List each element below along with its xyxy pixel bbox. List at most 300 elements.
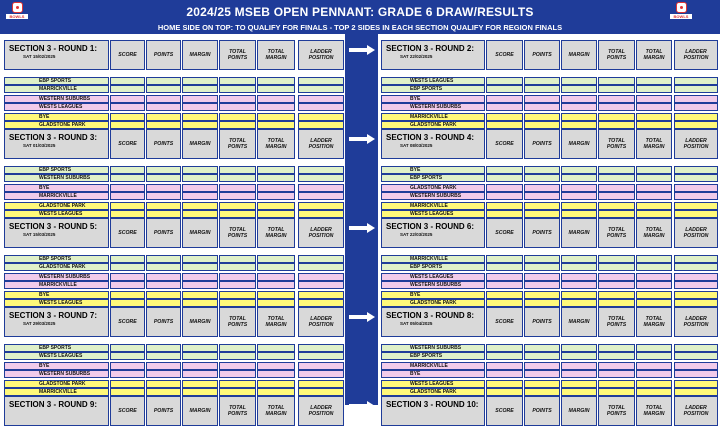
result-cell[interactable] [524,85,560,93]
result-cell[interactable] [486,77,523,85]
result-cell[interactable] [636,121,672,129]
result-cell[interactable] [636,192,672,200]
result-cell[interactable] [257,192,295,200]
result-cell[interactable] [524,113,560,121]
result-cell[interactable] [182,352,218,360]
result-cell[interactable] [146,95,181,103]
result-cell[interactable] [146,370,181,378]
result-cell[interactable] [298,281,344,289]
result-cell[interactable] [636,299,672,307]
result-cell[interactable] [257,103,295,111]
result-cell[interactable] [146,174,181,182]
arrow-shape [349,45,375,55]
result-cell[interactable] [298,95,344,103]
result-cell[interactable] [598,388,635,396]
result-cell[interactable] [298,77,344,85]
result-cell[interactable] [257,121,295,129]
result-cell[interactable] [219,184,256,192]
result-cell[interactable] [146,380,181,388]
result-cell[interactable] [636,210,672,218]
result-cell[interactable] [598,299,635,307]
result-cell[interactable] [674,202,718,210]
result-cell[interactable] [146,362,181,370]
result-cell[interactable] [486,202,523,210]
result-cell[interactable] [486,166,523,174]
result-cell[interactable] [219,192,256,200]
result-cell[interactable] [257,273,295,281]
result-cell[interactable] [561,184,597,192]
result-cell[interactable] [561,273,597,281]
result-cell[interactable] [636,291,672,299]
column-header: LADDER POSITION [674,396,718,426]
result-cell[interactable] [110,121,145,129]
result-cell[interactable] [146,388,181,396]
result-cell[interactable] [636,362,672,370]
result-cell[interactable] [257,184,295,192]
result-cell[interactable] [674,255,718,263]
result-cell[interactable] [257,255,295,263]
result-cell[interactable] [674,380,718,388]
result-cell[interactable] [219,77,256,85]
result-cell[interactable] [598,255,635,263]
result-cell[interactable] [182,174,218,182]
result-cell[interactable] [146,291,181,299]
result-cell[interactable] [182,121,218,129]
result-cell[interactable] [524,77,560,85]
round-title [381,396,485,426]
result-cell[interactable] [182,210,218,218]
column-header: SCORE [110,40,145,70]
round-name: SECTION 3 - ROUND 7: [9,311,98,320]
result-cell[interactable] [524,103,560,111]
result-cell[interactable] [598,121,635,129]
column-header: POINTS [524,307,560,337]
result-cell[interactable] [182,255,218,263]
result-cell[interactable] [110,255,145,263]
result-cell[interactable] [182,273,218,281]
result-cell[interactable] [110,166,145,174]
result-cell[interactable] [219,103,256,111]
result-cell[interactable] [257,113,295,121]
result-cell[interactable] [182,95,218,103]
result-cell[interactable] [146,273,181,281]
result-cell[interactable] [298,103,344,111]
result-cell[interactable] [298,202,344,210]
result-cell[interactable] [598,344,635,352]
result-cell[interactable] [524,273,560,281]
result-cell[interactable] [110,344,145,352]
result-cell[interactable] [110,380,145,388]
result-cell[interactable] [298,344,344,352]
result-cell[interactable] [524,352,560,360]
result-cell[interactable] [524,281,560,289]
result-cell[interactable] [674,121,718,129]
result-cell[interactable] [636,166,672,174]
result-cell[interactable] [524,380,560,388]
result-cell[interactable] [561,344,597,352]
result-cell[interactable] [110,370,145,378]
result-cell[interactable] [598,273,635,281]
result-cell[interactable] [598,370,635,378]
result-cell[interactable] [182,263,218,271]
result-cell[interactable] [146,192,181,200]
result-cell[interactable] [524,184,560,192]
result-cell[interactable] [524,344,560,352]
result-cell[interactable] [110,77,145,85]
result-cell[interactable] [636,95,672,103]
result-cell[interactable] [486,103,523,111]
result-cell[interactable] [524,192,560,200]
result-cell[interactable] [257,362,295,370]
result-cell[interactable] [146,344,181,352]
result-cell[interactable] [598,85,635,93]
result-cell[interactable] [486,388,523,396]
column-header: SCORE [486,307,523,337]
result-cell[interactable] [636,370,672,378]
result-cell[interactable] [486,113,523,121]
result-cell[interactable] [486,273,523,281]
result-cell[interactable] [219,273,256,281]
result-cell[interactable] [486,184,523,192]
result-cell[interactable] [182,388,218,396]
result-cell[interactable] [524,362,560,370]
result-cell[interactable] [146,255,181,263]
result-cell[interactable] [674,344,718,352]
result-cell[interactable] [298,174,344,182]
result-cell[interactable] [219,370,256,378]
result-cell[interactable] [598,352,635,360]
result-cell[interactable] [486,263,523,271]
result-cell[interactable] [598,95,635,103]
result-cell[interactable] [524,95,560,103]
result-cell[interactable] [561,121,597,129]
result-cell[interactable] [524,388,560,396]
result-cell[interactable] [524,166,560,174]
result-cell[interactable] [110,352,145,360]
result-cell[interactable] [486,370,523,378]
result-cell[interactable] [598,380,635,388]
result-cell[interactable] [561,77,597,85]
result-cell[interactable] [524,121,560,129]
result-cell[interactable] [298,380,344,388]
result-cell[interactable] [561,166,597,174]
result-cell[interactable] [110,113,145,121]
result-cell[interactable] [486,362,523,370]
result-cell[interactable] [486,121,523,129]
result-cell[interactable] [524,174,560,182]
result-cell[interactable] [146,103,181,111]
result-cell[interactable] [257,299,295,307]
result-cell[interactable] [182,380,218,388]
result-cell[interactable] [561,362,597,370]
result-cell[interactable] [298,210,344,218]
result-cell[interactable] [636,352,672,360]
result-cell[interactable] [146,263,181,271]
result-cell[interactable] [110,388,145,396]
result-cell[interactable] [674,388,718,396]
result-cell[interactable] [561,352,597,360]
result-cell[interactable] [182,103,218,111]
result-cell[interactable] [561,370,597,378]
result-cell[interactable] [298,113,344,121]
result-cell[interactable] [674,281,718,289]
result-cell[interactable] [561,174,597,182]
team-name: MARRICKVILLE [381,362,485,370]
result-cell[interactable] [182,291,218,299]
result-cell[interactable] [257,370,295,378]
result-cell[interactable] [110,291,145,299]
result-cell[interactable] [561,202,597,210]
result-cell[interactable] [486,174,523,182]
result-cell[interactable] [182,166,218,174]
result-cell[interactable] [674,174,718,182]
result-cell[interactable] [257,380,295,388]
result-cell[interactable] [674,370,718,378]
result-cell[interactable] [257,291,295,299]
result-cell[interactable] [257,344,295,352]
result-cell[interactable] [110,263,145,271]
result-cell[interactable] [674,103,718,111]
result-cell[interactable] [598,210,635,218]
result-cell[interactable] [636,113,672,121]
result-cell[interactable] [146,121,181,129]
result-cell[interactable] [674,192,718,200]
result-cell[interactable] [219,362,256,370]
result-cell[interactable] [674,77,718,85]
result-cell[interactable] [146,184,181,192]
result-cell[interactable] [146,281,181,289]
result-cell[interactable] [182,370,218,378]
result-cell[interactable] [636,344,672,352]
result-cell[interactable] [486,281,523,289]
result-cell[interactable] [486,352,523,360]
result-cell[interactable] [219,210,256,218]
result-cell[interactable] [182,281,218,289]
result-cell[interactable] [486,255,523,263]
result-cell[interactable] [486,344,523,352]
result-cell[interactable] [598,202,635,210]
result-cell[interactable] [598,281,635,289]
result-cell[interactable] [219,174,256,182]
result-cell[interactable] [110,210,145,218]
result-cell[interactable] [674,291,718,299]
result-cell[interactable] [257,210,295,218]
result-cell[interactable] [219,113,256,121]
result-cell[interactable] [257,95,295,103]
result-cell[interactable] [298,362,344,370]
result-cell[interactable] [257,85,295,93]
result-cell[interactable] [219,281,256,289]
result-cell[interactable] [486,85,523,93]
result-cell[interactable] [182,113,218,121]
result-cell[interactable] [219,202,256,210]
result-cell[interactable] [110,184,145,192]
result-cell[interactable] [219,291,256,299]
column-header: SCORE [110,218,145,248]
result-cell[interactable] [598,113,635,121]
result-cell[interactable] [598,192,635,200]
result-cell[interactable] [674,95,718,103]
team-name: WESTERN SUBURBS [4,273,109,281]
result-cell[interactable] [486,291,523,299]
result-cell[interactable] [636,255,672,263]
result-cell[interactable] [561,291,597,299]
result-cell[interactable] [598,103,635,111]
result-cell[interactable] [561,103,597,111]
result-cell[interactable] [146,113,181,121]
result-cell[interactable] [636,202,672,210]
result-cell[interactable] [598,184,635,192]
result-cell[interactable] [636,273,672,281]
result-cell[interactable] [110,174,145,182]
result-cell[interactable] [110,299,145,307]
result-cell[interactable] [561,95,597,103]
result-cell[interactable] [561,113,597,121]
result-cell[interactable] [219,255,256,263]
result-cell[interactable] [298,255,344,263]
result-cell[interactable] [674,85,718,93]
result-cell[interactable] [636,263,672,271]
result-cell[interactable] [561,85,597,93]
result-cell[interactable] [110,281,145,289]
result-cell[interactable] [110,192,145,200]
result-cell[interactable] [674,113,718,121]
result-cell[interactable] [298,299,344,307]
result-cell[interactable] [524,370,560,378]
result-cell[interactable] [298,192,344,200]
result-cell[interactable] [146,166,181,174]
result-cell[interactable] [598,362,635,370]
result-cell[interactable] [182,202,218,210]
result-cell[interactable] [257,263,295,271]
result-cell[interactable] [182,192,218,200]
result-cell[interactable] [561,380,597,388]
result-cell[interactable] [561,192,597,200]
result-cell[interactable] [219,95,256,103]
result-cell[interactable] [257,352,295,360]
result-cell[interactable] [486,95,523,103]
result-cell[interactable] [674,184,718,192]
result-cell[interactable] [298,263,344,271]
result-cell[interactable] [636,281,672,289]
result-cell[interactable] [561,281,597,289]
result-cell[interactable] [182,362,218,370]
result-cell[interactable] [561,210,597,218]
result-cell[interactable] [636,103,672,111]
result-cell[interactable] [636,77,672,85]
team-name: WESTERN SUBURBS [381,103,485,111]
result-cell[interactable] [298,352,344,360]
result-cell[interactable] [636,380,672,388]
result-cell[interactable] [257,174,295,182]
result-cell[interactable] [219,166,256,174]
result-cell[interactable] [146,77,181,85]
result-cell[interactable] [524,263,560,271]
result-cell[interactable] [674,273,718,281]
result-cell[interactable] [298,291,344,299]
result-cell[interactable] [636,388,672,396]
result-cell[interactable] [298,370,344,378]
result-cell[interactable] [298,166,344,174]
result-cell[interactable] [486,192,523,200]
result-cell[interactable] [110,202,145,210]
result-cell[interactable] [636,174,672,182]
result-cell[interactable] [524,210,560,218]
result-cell[interactable] [524,299,560,307]
result-cell[interactable] [146,85,181,93]
result-cell[interactable] [524,202,560,210]
result-cell[interactable] [561,299,597,307]
result-cell[interactable] [298,388,344,396]
result-cell[interactable] [146,352,181,360]
result-cell[interactable] [182,77,218,85]
result-cell[interactable] [674,166,718,174]
result-cell[interactable] [674,362,718,370]
result-cell[interactable] [598,291,635,299]
result-cell[interactable] [674,352,718,360]
result-cell[interactable] [219,388,256,396]
result-cell[interactable] [219,263,256,271]
result-cell[interactable] [110,85,145,93]
result-cell[interactable] [110,103,145,111]
result-cell[interactable] [146,202,181,210]
result-cell[interactable] [219,380,256,388]
result-cell[interactable] [486,210,523,218]
result-cell[interactable] [257,202,295,210]
result-cell[interactable] [524,255,560,263]
result-cell[interactable] [146,210,181,218]
result-cell[interactable] [257,77,295,85]
result-cell[interactable] [298,85,344,93]
result-cell[interactable] [182,299,218,307]
result-cell[interactable] [257,388,295,396]
column-header: POINTS [524,396,560,426]
result-cell[interactable] [486,299,523,307]
result-cell[interactable] [598,77,635,85]
result-cell[interactable] [219,85,256,93]
result-cell[interactable] [561,255,597,263]
result-cell[interactable] [146,299,181,307]
result-cell[interactable] [110,95,145,103]
result-cell[interactable] [298,273,344,281]
result-cell[interactable] [219,352,256,360]
result-cell[interactable] [219,299,256,307]
result-cell[interactable] [674,299,718,307]
result-cell[interactable] [674,210,718,218]
result-cell[interactable] [486,380,523,388]
result-cell[interactable] [257,281,295,289]
result-cell[interactable] [182,85,218,93]
result-cell[interactable] [219,344,256,352]
result-cell[interactable] [182,184,218,192]
result-cell[interactable] [636,85,672,93]
result-cell[interactable] [298,121,344,129]
result-cell[interactable] [110,273,145,281]
result-cell[interactable] [219,121,256,129]
result-cell[interactable] [561,388,597,396]
result-cell[interactable] [674,263,718,271]
result-cell[interactable] [561,263,597,271]
result-cell[interactable] [110,362,145,370]
result-cell[interactable] [598,166,635,174]
result-cell[interactable] [298,184,344,192]
result-cell[interactable] [257,166,295,174]
result-cell[interactable] [598,174,635,182]
result-cell[interactable] [636,184,672,192]
result-cell[interactable] [182,344,218,352]
result-cell[interactable] [598,263,635,271]
result-cell[interactable] [524,291,560,299]
